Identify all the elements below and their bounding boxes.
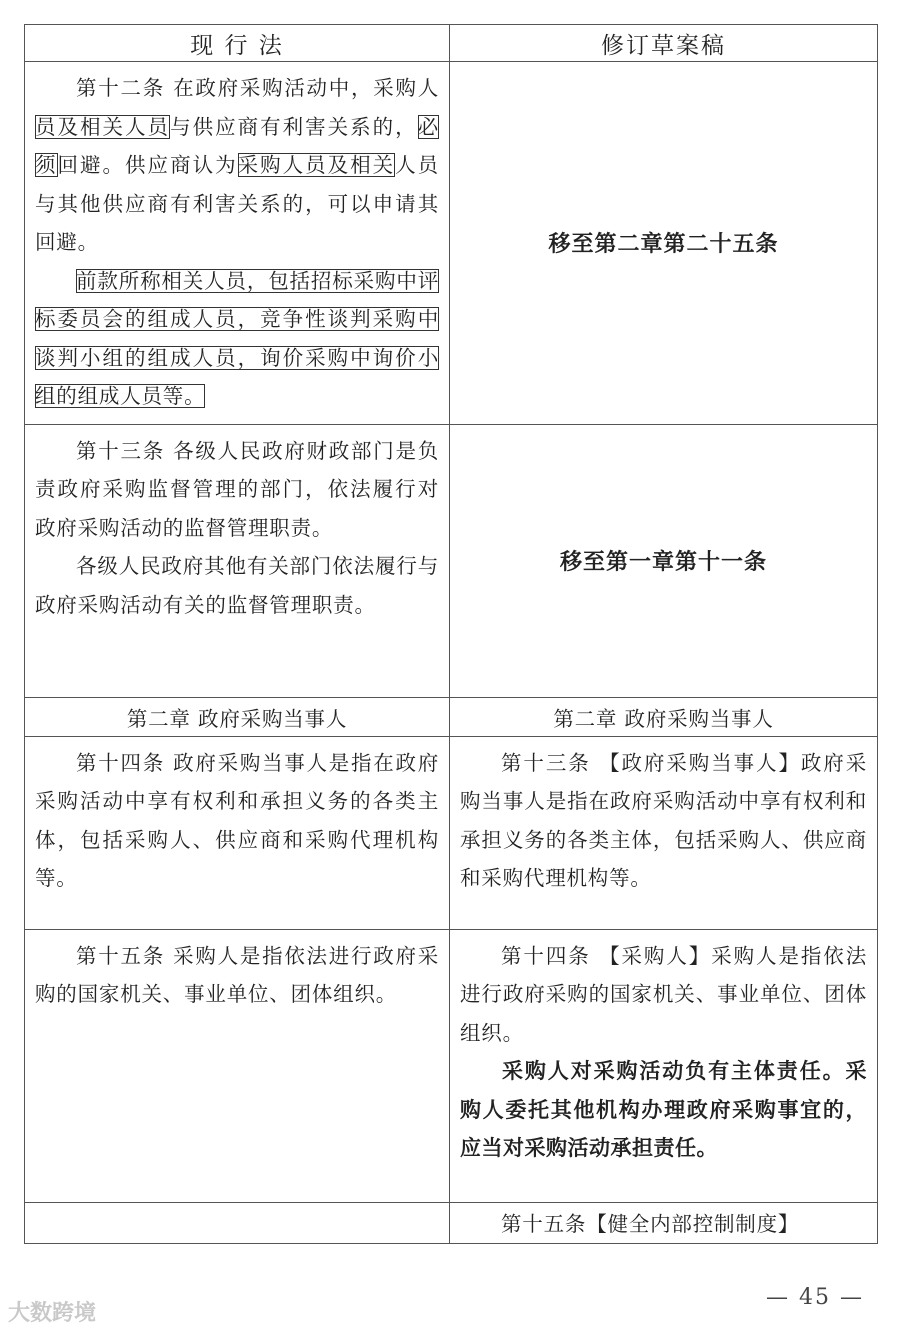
- chapter-row: [25, 697, 878, 736]
- article-12-current: [25, 62, 450, 425]
- article-13-revised: [450, 424, 878, 697]
- text-segment: 各级人民政府其他有关部门依法履行与政府采购活动有关的监督管理职责。: [35, 554, 439, 617]
- article-14-new-text: 第十四条 【采购人】采购人是指依法进行政府采购的国家机关、事业单位、团体组织。: [460, 943, 867, 1045]
- article-13-text: [25, 425, 449, 633]
- chapter-heading-right: 第二章 政府采购当事人: [553, 706, 774, 731]
- header-right-label: 修订草案稿: [601, 32, 726, 59]
- text-segment: 第十二条 在政府采购活动中，采购人: [76, 76, 439, 100]
- paragraph: [35, 262, 439, 416]
- article-13-new: [450, 736, 878, 929]
- boxed-text: 前款所称相关人员，包括招标采购中评标委员会的组成人员，竞争性谈判采购中谈判小组的组成人员，询价采购中询价小组的组成人员等。: [35, 268, 439, 408]
- header-left-label: 现 行 法: [190, 32, 284, 59]
- paragraph: [35, 547, 439, 624]
- boxed-text: 采购人员及相关: [237, 153, 396, 177]
- row-article-15-new: [25, 1202, 878, 1244]
- article-14-new-added-text: 采购人对采购活动负有主体责任。采购人委托其他机构办理政府采购事宜的，应当对采购活动承担责任。: [460, 1059, 867, 1160]
- article-12-revised: [450, 62, 878, 425]
- watermark-logo: 大数跨境: [8, 1301, 97, 1326]
- header-current-law: [25, 25, 450, 62]
- comparison-table: [24, 24, 878, 1244]
- article-15-text: 第十五条 采购人是指依法进行政府采购的国家机关、事业单位、团体组织。: [35, 943, 439, 1006]
- text-segment: 人员与其他供应商有利害关系的，可以申请其回避。: [35, 153, 439, 254]
- article-15-new: [450, 1202, 878, 1244]
- article-14-current: [25, 736, 450, 929]
- chapter-revised: [450, 697, 878, 736]
- empty-cell: [25, 1202, 450, 1244]
- article-14-new: [450, 929, 878, 1202]
- boxed-text: 员及相关人员: [35, 114, 171, 139]
- paragraph: [35, 69, 439, 262]
- text-segment: 与供应商有利害关系的，: [170, 114, 418, 139]
- article-12-text: [25, 62, 449, 424]
- article-13-current: [25, 424, 450, 697]
- page-number: — 45 —: [766, 1285, 864, 1310]
- text-segment: 回避。供应商认为: [57, 153, 238, 177]
- text-segment: 第十三条 各级人民政府财政部门是负责政府采购监督管理的部门，依法履行对政府采购活动的监督管理职责。: [35, 438, 439, 540]
- chapter-current: [25, 697, 450, 736]
- header-row: [25, 25, 878, 62]
- article-13-new-text: 第十三条 【政府采购当事人】政府采购当事人是指在政府采购活动中享有权利和承担义务的各类主体，包括采购人、供应商和采购代理机构等。: [460, 750, 867, 890]
- moved-note: 移至第一章第十一条: [559, 550, 767, 575]
- header-revised-draft: [450, 25, 878, 62]
- row-article-14: [25, 736, 878, 929]
- paragraph: [35, 432, 439, 548]
- moved-note: 移至第二章第二十五条: [548, 232, 779, 258]
- boxed-text: 必须: [35, 114, 439, 177]
- article-15-current: [25, 929, 450, 1202]
- article-14-text: 第十四条 政府采购当事人是指在政府采购活动中享有权利和承担义务的各类主体，包括采购人、供应商和采购代理机构等。: [35, 750, 439, 890]
- article-15-new-text: 第十五条【健全内部控制制度】: [501, 1211, 800, 1236]
- row-article-13: [25, 424, 878, 697]
- row-article-15: [25, 929, 878, 1202]
- chapter-heading-left: 第二章 政府采购当事人: [126, 706, 348, 731]
- row-article-12: [25, 62, 878, 425]
